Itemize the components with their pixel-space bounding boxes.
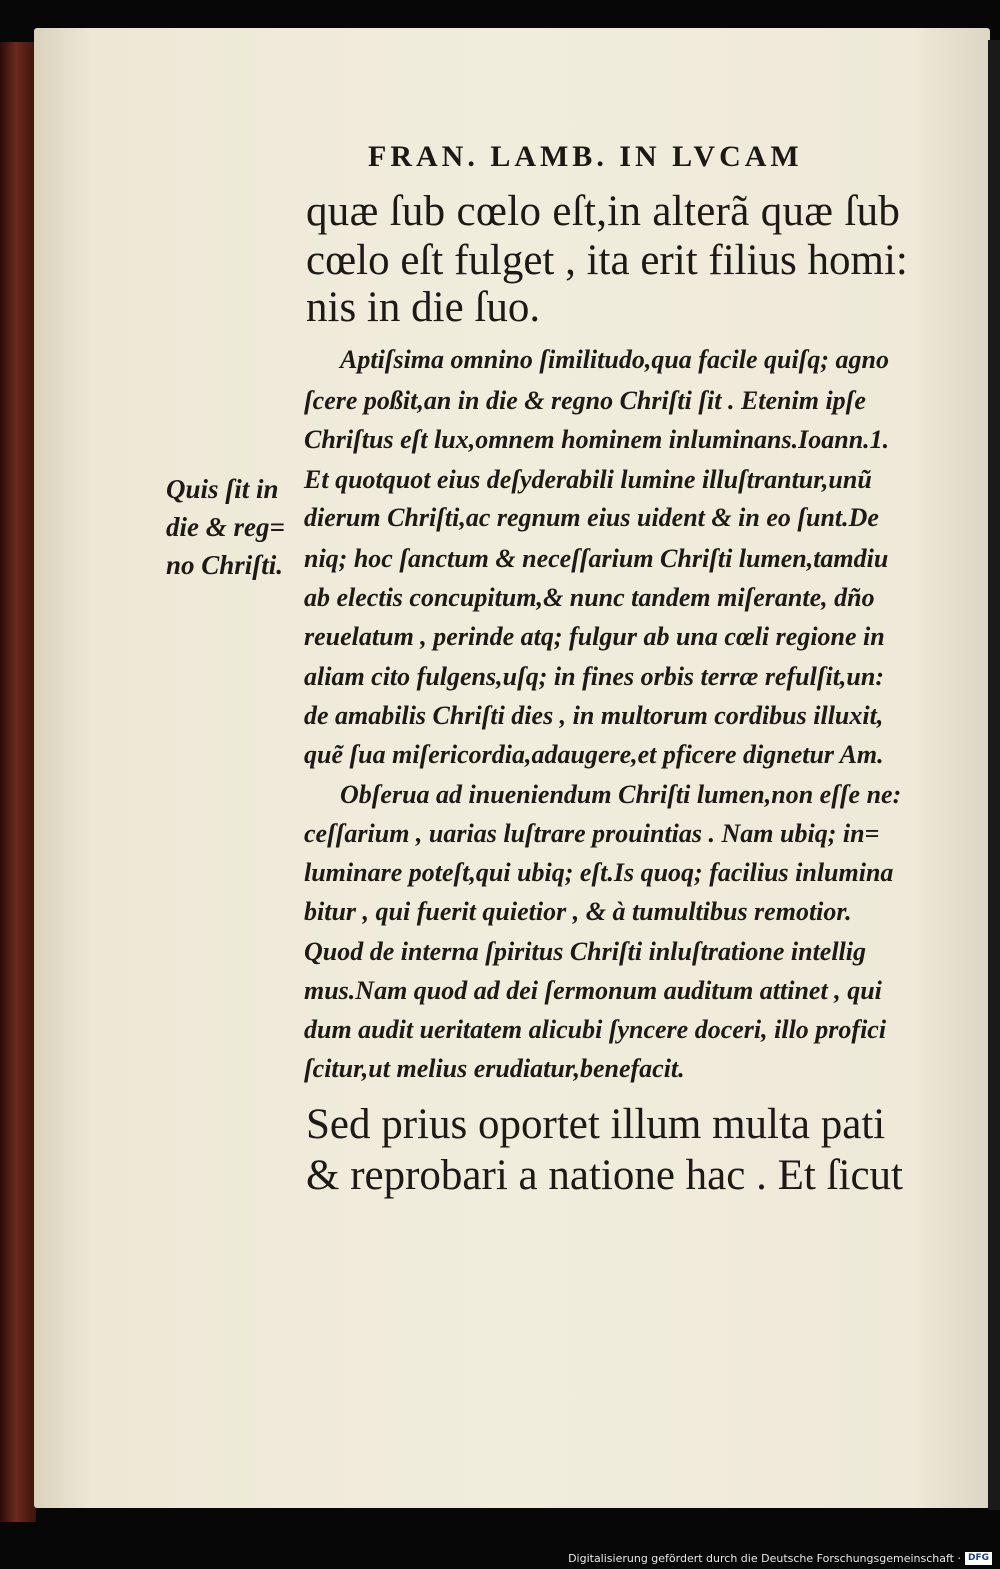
verse-line: & reprobari a natione hac . Et ſicut: [306, 1152, 903, 1199]
verse-line: quæ ſub cœlo eſt,in alterã quæ ſub: [306, 188, 901, 235]
verse-line: Sed prius oportet illum multa pati: [306, 1101, 886, 1148]
commentary-line: Et quotquot eius deſyderabili lumine illuſtrantur,unũ: [304, 465, 872, 494]
commentary-line: dierum Chriſti,ac regnum eius uident & in eo ſunt.De: [304, 503, 879, 532]
commentary-line: bitur , qui fuerit quietior , & à tumultibus remotior.: [304, 897, 852, 926]
commentary-line: ſcere poßit,an in die & regno Chriſti ſit . Etenim ipſe: [304, 386, 866, 415]
digitization-credit: [568, 1552, 992, 1565]
commentary-line: quẽ ſua miſericordia,adaugere,et pficere dignetur Am.: [304, 740, 884, 769]
commentary-line: reuelatum , perinde atq; fulgur ab una cœli regione in: [304, 622, 885, 651]
verse-line: nis in die ſuo.: [306, 284, 541, 331]
book-spine: [0, 42, 36, 1522]
commentary-line: Quod de interna ſpiritus Chriſti inluſtratione intellig: [304, 937, 867, 966]
commentary-line: Chriſtus eſt lux,omnem hominem inluminans.Ioann.1.: [304, 425, 890, 454]
verse-line: cœlo eſt fulget , ita erit filius homi:: [306, 237, 908, 284]
commentary-line: ab electis concupitum,& nunc tandem miſerante, dño: [304, 583, 875, 612]
marginal-note-line: die & reg=: [166, 512, 285, 542]
commentary-line: mus.Nam quod ad dei ſermonum auditum attinet , qui: [304, 976, 882, 1005]
commentary-line: Aptiſsima omnino ſimilitudo,qua facile quiſq; agno: [340, 345, 889, 374]
commentary-line: Obſerua ad inueniendum Chriſti lumen,non eſſe ne:: [340, 780, 902, 809]
marginal-note-line: no Chriſti.: [166, 550, 284, 580]
running-head: FRAN. LAMB. IN LVCAM: [368, 140, 803, 173]
page-edge-shadow: [988, 40, 1000, 1510]
commentary-line: dum audit ueritatem alicubi ſyncere doceri, illo profici: [304, 1015, 887, 1044]
commentary-line: de amabilis Chriſti dies , in multorum cordibus illuxit,: [304, 701, 884, 730]
commentary-line: luminare poteſt,qui ubiq; eſt.Is quoq; facilius inlumina: [304, 858, 894, 887]
commentary-line: aliam cito fulgens,uſq; in fines orbis terræ refulſit,un:: [304, 662, 884, 691]
commentary-line: niq; hoc ſanctum & neceſſarium Chriſti lumen,tamdiu: [304, 544, 889, 573]
credit-text: Digitalisierung gefördert durch die Deutsche Forschungsgemeinschaft ·: [568, 1552, 961, 1565]
dfg-logo-icon: DFG: [965, 1552, 992, 1565]
marginal-note-line: Quis ſit in: [166, 474, 279, 504]
commentary-line: ſcitur,ut melius erudiatur,benefacit.: [304, 1054, 685, 1083]
commentary-line: ceſſarium , uarias luſtrare prouintias . Nam ubiq; in=: [304, 819, 880, 848]
